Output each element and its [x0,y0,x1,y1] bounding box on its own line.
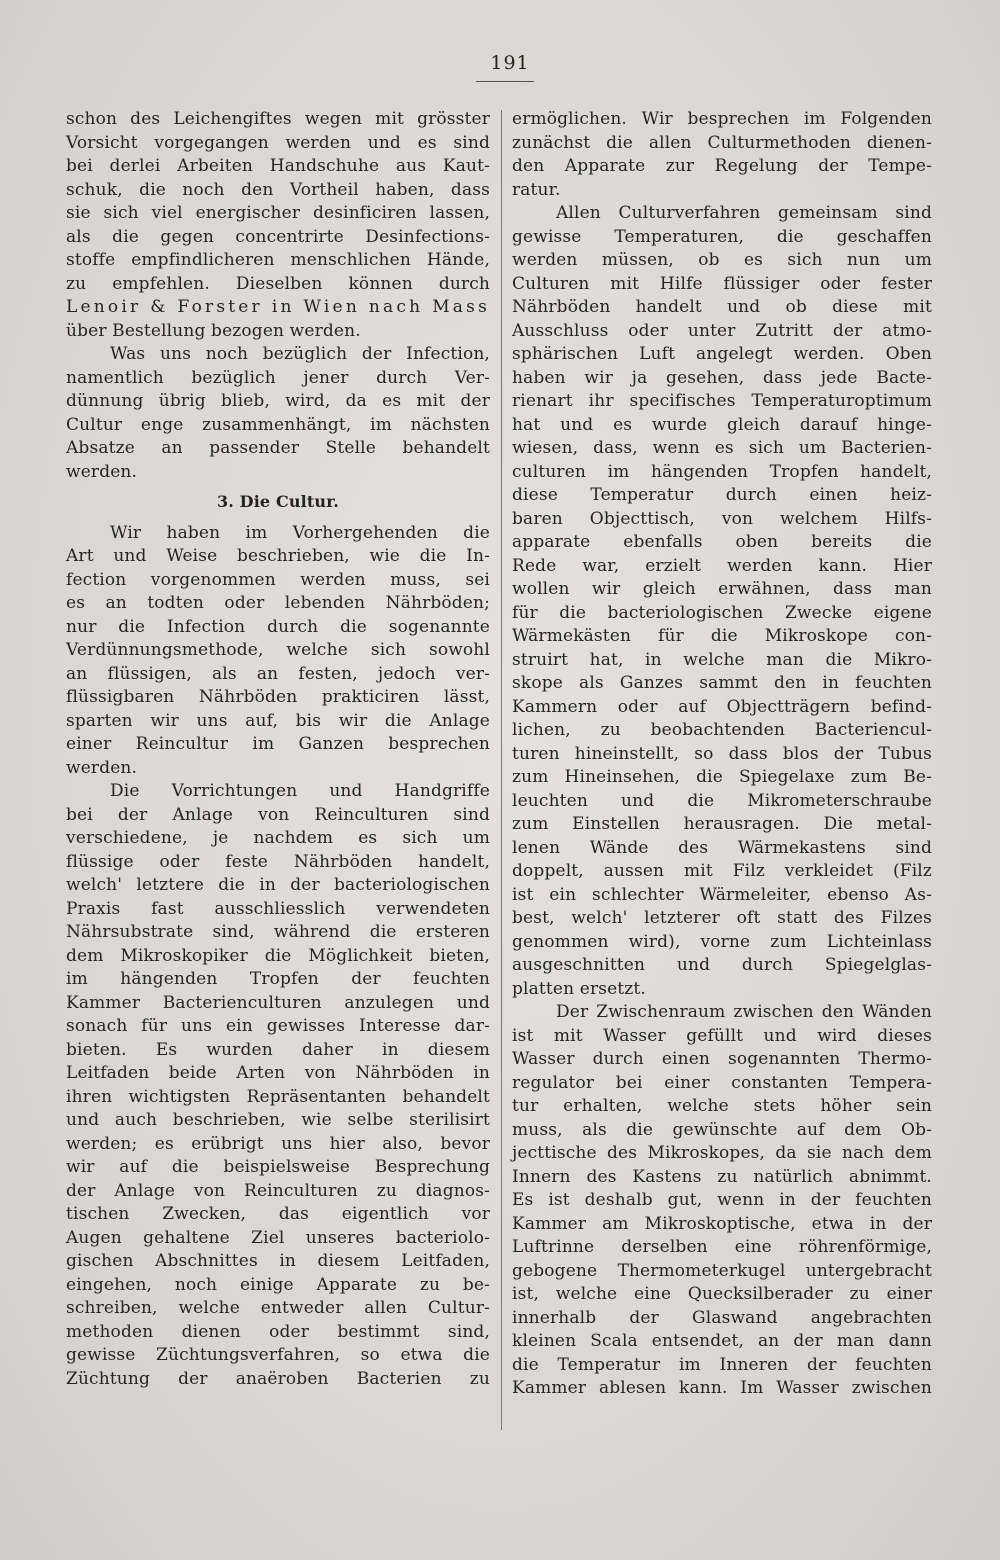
right-text-line: platten ersetzt. [512,978,646,999]
right-text-line: kleinen Scala entsendet, an der man dann [512,1331,932,1351]
right-text-line: ist ein schlechter Wärmeleiter, ebenso As- [512,884,932,905]
left-text-line: als die gegen concentrirte Desinfections- [66,226,490,247]
right-text-line: Nährböden handelt und ob diese mit [512,297,932,317]
left-text-line: werden. [66,757,138,778]
right-text-line: Allen Culturverfahren gemeinsam sind [556,203,932,223]
right-text-line: wollen wir gleich erwähnen, dass man [512,579,932,599]
left-text-line: im hängenden Tropfen der feuchten [66,969,490,989]
left-text-line: gewisse Züchtungsverfahren, so etwa die [66,1345,490,1365]
right-text-line: Es ist deshalb gut, wenn in der feuchten [512,1190,932,1210]
left-text-line: Wir haben im Vorhergehenden die [110,522,490,543]
column-divider [501,110,502,1430]
left-text-line: werden. [66,461,138,482]
right-column [512,108,932,1401]
left-text-line: tischen Zwecken, das eigentlich vor [66,1204,490,1224]
left-text-line: fection vorgenommen werden muss, sei [66,569,490,590]
right-text-line: gewisse Temperaturen, die geschaffen [512,226,932,247]
left-text-line: der Anlage von Reinculturen zu diagnos- [66,1180,490,1201]
left-text-line: dem Mikroskopiker die Möglichkeit bieten, [66,945,490,966]
right-text-line: zum Hineinsehen, die Spiegelaxe zum Be- [512,767,932,787]
left-text-line: flüssige oder feste Nährböden handelt, [66,851,490,872]
right-text-line: ermöglichen. Wir besprechen im Folgenden [512,109,932,129]
right-text-line: Luftrinne derselben eine röhrenförmige, [512,1237,932,1257]
right-text-line: skope als Ganzes sammt den in feuchten [512,673,932,693]
left-text-line: sie sich viel energischer desinficiren lassen, [66,203,490,223]
right-text-line: genommen wird), vorne zum Lichteinlass [512,931,932,952]
left-text-line: es an todten oder lebenden Nährböden; [66,593,490,613]
left-text-line: zu empfehlen. Dieselben können durch [66,273,490,294]
left-text-line: welch' letztere die in der bacteriologischen [66,875,490,895]
right-text-line: Ausschluss oder unter Zutritt der atmo- [512,320,932,341]
left-text-line: flüssigbaren Nährböden prakticiren lässt, [66,687,490,707]
right-text-line: Kammer am Mikroskoptische, etwa in der [512,1213,932,1234]
left-text-line: sparten wir uns auf, bis wir die Anlage [66,710,490,731]
left-text-line: Cultur enge zusammenhängt, im nächsten [66,414,490,435]
right-text-line: Culturen mit Hilfe flüssiger oder fester [512,273,932,294]
right-text-line: ausgeschnitten und durch Spiegelglas- [512,955,932,975]
right-text-line: culturen im hängenden Tropfen handelt, [512,461,932,482]
right-text-line: ist mit Wasser gefüllt und wird dieses [512,1025,932,1046]
left-text-line: über Bestellung bezogen werden. [66,320,361,341]
left-text-line: eingehen, noch einige Apparate zu be- [66,1274,490,1295]
right-text-line: muss, als die gewünschte auf dem Ob- [512,1119,932,1140]
left-text-line: sonach für uns ein gewisses Interesse dar- [66,1016,490,1036]
left-text-line: Praxis fast ausschliesslich verwendeten [66,898,490,919]
left-text-line: werden; es erübrigt uns hier also, bevor [66,1133,490,1154]
left-text-line: gischen Abschnittes in diesem Leitfaden, [66,1251,490,1271]
left-text-line: bei derlei Arbeiten Handschuhe aus Kaut- [66,156,490,176]
left-text-line: ihren wichtigsten Repräsentanten behandelt [66,1086,490,1107]
section-heading: 3. Die Cultur. [216,492,340,511]
left-text-line: nur die Infection durch die sogenannte [66,616,490,637]
left-text-line: wir auf die beispielsweise Besprechung [66,1157,490,1177]
right-text-line: jecttische des Mikroskopes, da sie nach dem [512,1143,932,1163]
left-text-line: Absatze an passender Stelle behandelt [66,438,490,458]
left-text-line: an flüssigen, als an festen, jedoch ver- [66,663,490,684]
left-text-line: Kammer Bacterienculturen anzulegen und [66,992,490,1013]
left-column [66,108,490,1391]
left-text-line: Was uns noch bezüglich der Infection, [110,344,490,364]
right-text-line: Rede war, erzielt werden kann. Hier [512,555,932,576]
right-text-line: rienart ihr specifisches Temperaturoptimum [512,391,932,411]
left-text-line: schreiben, welche entweder allen Cultur- [66,1298,490,1318]
right-text-line: apparate ebenfalls oben bereits die [512,532,932,552]
left-text-line: bieten. Es wurden daher in diesem [66,1039,490,1060]
right-text-line: für die bacteriologischen Zwecke eigene [512,602,932,623]
right-text-line: sphärischen Luft angelegt werden. Oben [512,344,932,364]
left-text-line: Verdünnungsmethode, welche sich sowohl [66,640,490,660]
left-text-line: Die Vorrichtungen und Handgriffe [110,781,490,801]
left-text-line: Vorsicht vorgegangen werden und es sind [66,132,490,153]
left-text-line: Lenoir & Forster in Wien nach Mass [66,297,490,317]
right-text-line: leuchten und die Mikrometerschraube [512,790,932,811]
left-text-line: Leitfaden beide Arten von Nährböden in [66,1063,490,1083]
right-text-line: Wärmekästen für die Mikroskope con- [512,626,932,646]
right-text-line: Der Zwischenraum zwischen den Wänden [556,1002,932,1022]
right-text-line: zum Einstellen herausragen. Die metal- [512,814,932,834]
page-number-rule [476,81,534,82]
left-text-line: Augen gehaltene Ziel unseres bacteriolo- [66,1227,490,1248]
left-text-line: schon des Leichengiftes wegen mit grösster [66,109,490,129]
right-text-line: doppelt, aussen mit Filz verkleidet (Filz [512,861,932,881]
right-text-line: zunächst die allen Culturmethoden dienen- [512,132,932,153]
right-text-line: hat und es wurde gleich darauf hinge- [512,414,932,435]
right-text-line: ist, welche eine Quecksilberader zu einer [512,1284,932,1304]
right-text-line: best, welch' letzterer oft statt des Filzes [512,908,932,928]
right-text-line: baren Objecttisch, von welchem Hilfs- [512,508,932,529]
right-text-line: werden müssen, ob es sich nun um [512,250,932,270]
right-text-line: den Apparate zur Regelung der Tempe- [512,156,932,176]
right-text-line: Wasser durch einen sogenannten Thermo- [512,1049,932,1069]
left-text-line: bei der Anlage von Reinculturen sind [66,804,490,825]
right-text-line: ratur. [512,179,561,200]
left-text-line: stoffe empfindlicheren menschlichen Hände, [66,250,490,270]
right-text-line: lichen, zu beobachtenden Bacteriencul- [512,720,932,740]
right-text-line: innerhalb der Glaswand angebrachten [512,1307,932,1328]
right-text-line: struirt hat, in welche man die Mikro- [512,649,932,670]
left-text-line: verschiedene, je nachdem es sich um [66,828,490,848]
page-number: 191 [490,52,530,74]
left-text-line: namentlich bezüglich jener durch Ver- [66,367,490,388]
left-text-line: schuk, die noch den Vortheil haben, dass [66,179,490,200]
left-text-line: Nährsubstrate sind, während die ersteren [66,922,490,942]
left-text-line: und auch beschrieben, wie selbe sterilisirt [66,1110,490,1130]
right-text-line: turen hineinstellt, so dass blos der Tubus [512,743,932,764]
right-text-line: haben wir ja gesehen, dass jede Bacte- [512,367,932,388]
right-text-line: die Temperatur im Inneren der feuchten [512,1354,932,1375]
right-text-line: regulator bei einer constanten Tempera- [512,1072,932,1093]
left-text-line: Züchtung der anaëroben Bacterien zu [66,1368,490,1389]
right-text-line: tur erhalten, welche stets höher sein [512,1096,932,1116]
right-text-line: lenen Wände des Wärmekastens sind [512,837,932,858]
right-text-line: diese Temperatur durch einen heiz- [512,485,932,505]
right-text-line: gebogene Thermometerkugel untergebracht [512,1260,932,1281]
left-text-line: einer Reincultur im Ganzen besprechen [66,734,490,754]
right-text-line: Kammer ablesen kann. Im Wasser zwischen [512,1378,932,1398]
right-text-line: Kammern oder auf Objectträgern befind- [512,696,932,717]
left-text-line: dünnung übrig blieb, wird, da es mit der [66,391,490,411]
right-text-line: wiesen, dass, wenn es sich um Bacterien- [512,438,932,458]
left-text-line: methoden dienen oder bestimmt sind, [66,1321,490,1342]
left-text-line: Art und Weise beschrieben, wie die In- [66,546,490,566]
right-text-line: Innern des Kastens zu natürlich abnimmt. [512,1166,932,1187]
